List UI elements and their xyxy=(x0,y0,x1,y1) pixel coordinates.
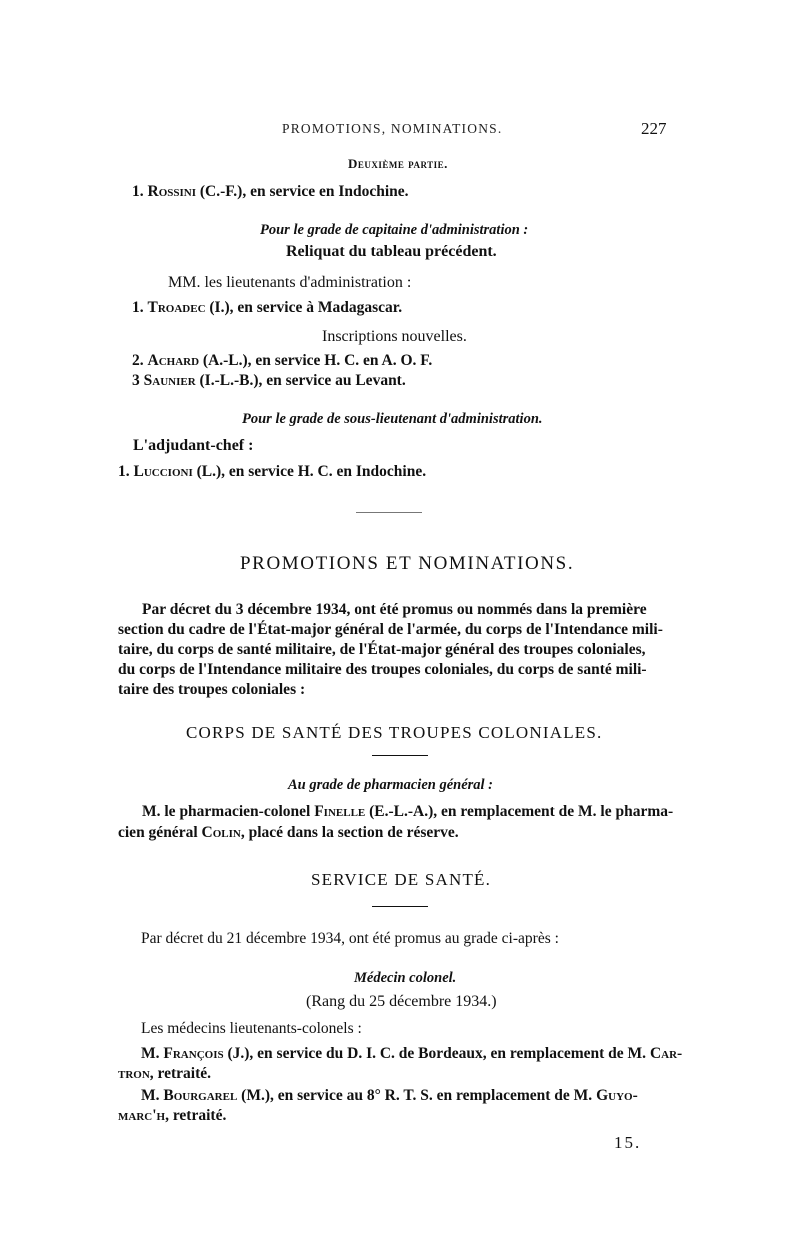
section-divider xyxy=(356,512,422,513)
entry-number: 3 xyxy=(132,372,140,389)
captain-grade-heading: Pour le grade de capitaine d'administration : xyxy=(260,222,529,238)
entry-name: Achard xyxy=(147,352,200,369)
paragraph-line: section du cadre de l'État-major général de l'armée, du corps de l'Intendance mili- xyxy=(118,621,663,638)
person-name: François xyxy=(163,1045,224,1062)
paragraph-line: Par décret du 3 décembre 1934, ont été promus ou nommés dans la première xyxy=(142,601,647,618)
paragraph-line: taire, du corps de santé militaire, de l'État-major général des troupes coloniales, xyxy=(118,641,646,658)
page-number: 227 xyxy=(641,119,667,138)
text: M. xyxy=(141,1045,164,1062)
text: , retraité. xyxy=(165,1107,227,1124)
service-title: SERVICE DE SANTÉ. xyxy=(311,870,492,889)
bourgarel-line-2 xyxy=(118,1107,226,1125)
entry-text: (C.-F.), en service en Indochine. xyxy=(196,183,409,200)
title-rule xyxy=(372,906,428,907)
reliquat-line: Reliquat du tableau précédent. xyxy=(286,243,497,260)
text: cien général xyxy=(118,824,202,841)
decree-line: Par décret du 21 décembre 1934, ont été promus au grade ci-après : xyxy=(141,930,559,947)
inscriptions-heading: Inscriptions nouvelles. xyxy=(322,328,467,345)
medecins-intro: Les médecins lieutenants-colonels : xyxy=(141,1020,362,1037)
rank-line: (Rang du 25 décembre 1934.) xyxy=(306,993,497,1010)
bourgarel-line-1 xyxy=(141,1087,638,1105)
promotions-title: PROMOTIONS ET NOMINATIONS. xyxy=(240,553,575,574)
francois-line-2 xyxy=(118,1065,211,1083)
entry-saunier xyxy=(132,372,406,390)
part-heading: Deuxième partie. xyxy=(348,156,448,171)
entry-number: 1. xyxy=(118,463,130,480)
text: , placé dans la section de réserve. xyxy=(240,824,459,841)
paragraph-line: du corps de l'Intendance militaire des troupes coloniales, du corps de santé mili- xyxy=(118,661,647,678)
person-name: marc'h xyxy=(118,1107,166,1124)
entry-number: 2. xyxy=(132,352,144,369)
text: M. le pharmacien-colonel xyxy=(142,803,315,820)
person-name: Guyo- xyxy=(596,1087,638,1104)
entry-number: 1. xyxy=(132,183,144,200)
entry-name: Saunier xyxy=(143,372,196,389)
running-title: PROMOTIONS, NOMINATIONS. xyxy=(282,121,503,136)
entry-text: (A.-L.), en service H. C. en A. O. F. xyxy=(199,352,433,369)
entry-name: Troadec xyxy=(147,299,206,316)
entry-text: (I.-L.-B.), en service au Levant. xyxy=(195,372,406,389)
person-name: Car- xyxy=(649,1045,683,1062)
entry-number: 1. xyxy=(132,299,144,316)
person-name: Finelle xyxy=(314,803,366,820)
adjudant-line: L'adjudant-chef : xyxy=(133,437,254,454)
text: (J.), en service du D. I. C. de Bordeaux, en remplacement de M. xyxy=(223,1045,650,1062)
mm-lieutenants: MM. les lieutenants d'administration : xyxy=(168,274,412,291)
paragraph-line: taire des troupes coloniales : xyxy=(118,681,306,698)
finelle-line-1 xyxy=(142,803,673,821)
entry-rossini xyxy=(132,183,409,201)
entry-achard xyxy=(132,352,432,370)
text: M. xyxy=(141,1087,164,1104)
finelle-line-2 xyxy=(118,824,459,842)
pharmacien-grade-heading: Au grade de pharmacien général : xyxy=(288,777,494,793)
person-name: Colin xyxy=(201,824,241,841)
signature-mark: 15. xyxy=(614,1133,642,1152)
entry-text: (I.), en service à Madagascar. xyxy=(205,299,403,316)
text: (E.-L.-A.), en remplacement de M. le pharma- xyxy=(365,803,674,820)
person-name: Bourgarel xyxy=(163,1087,238,1104)
entry-text: (L.), en service H. C. en Indochine. xyxy=(192,463,427,480)
entry-luccioni xyxy=(118,463,426,481)
text: (M.), en service au 8° R. T. S. en remplacement de M. xyxy=(237,1087,597,1104)
entry-name: Rossini xyxy=(147,183,196,200)
francois-line-1 xyxy=(141,1045,682,1063)
entry-name: Luccioni xyxy=(133,463,193,480)
text: , retraité. xyxy=(149,1065,212,1082)
corps-title: CORPS DE SANTÉ DES TROUPES COLONIALES. xyxy=(186,723,603,742)
title-rule xyxy=(372,755,428,756)
entry-troadec xyxy=(132,299,402,317)
sublieutenant-grade-heading: Pour le grade de sous-lieutenant d'administration. xyxy=(242,411,543,427)
person-name: tron xyxy=(118,1065,150,1082)
promotions-paragraph xyxy=(118,600,681,700)
medecin-colonel-heading: Médecin colonel. xyxy=(354,970,457,986)
